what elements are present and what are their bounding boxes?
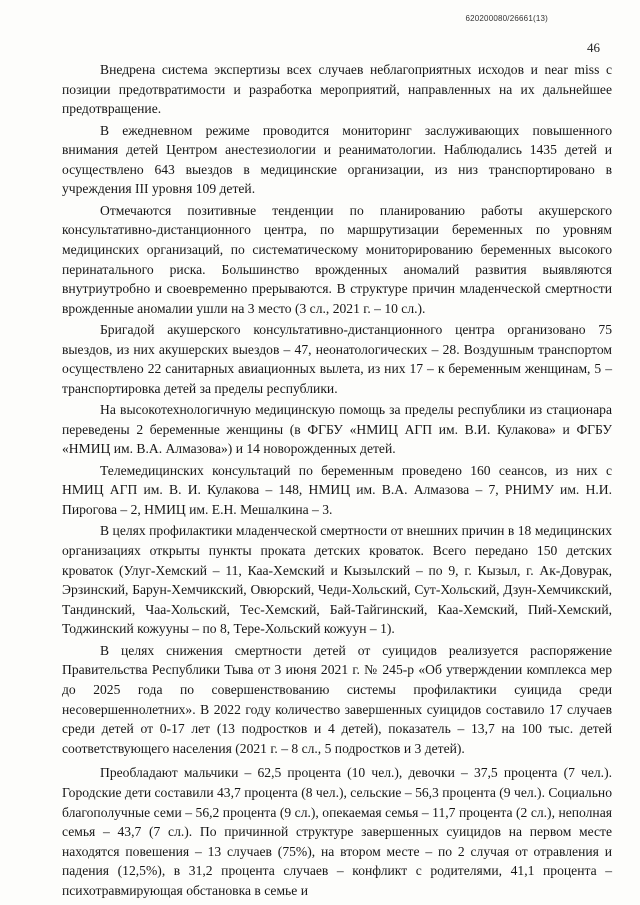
paragraph-positive-trends: Отмечаются позитивные тенденции по планированию работы акушерского консультативно-дистанционного центра, по маршрутизации беременных по уровням медицинских организаций, по систематическому мониторированию беременных высокого перинатального риска. Большинство врожденных аномалий развития выявляются внутриутробно и своевременно прерываются. В структуре причин младенческой смертности врожденные аномалии ушли на 3 место (3 сл., 2021 г. – 10 сл.).	[62, 202, 612, 316]
paragraph-suicide-structure: Преобладают мальчики – 62,5 процента (10 чел.), девочки – 37,5 процента (7 чел.). Городские дети составили 43,7 процента (8 чел.), сельские – 56,3 процента (9 чел.). Социально благополучные семи – 56,2 процента (9 сл.), опекаемая семья – 11,7 процента (2 сл.), неполная семья – 43,7 (7 сл.). По причинной структуре завершенных суицидов на первом месте находятся повешения – 13 случаев (75%), на втором месте – по 2 случая от отравления и падения (12,5%), в 31,2 процента случаев – конфликт с родителями, 41,1 процента – психотравмирующая обстановка в семье и	[62, 765, 612, 898]
paragraph-high-tech-care: На высокотехнологичную медицинскую помощь за пределы республики из стационара переведены 2 беременные женщины (в ФГБУ «НМИЦ АГП им. В.И. Кулакова» и ФГБУ «НМИЦ им. В.А. Алмазова») и 14 новорожденных детей.	[62, 402, 612, 457]
paragraph-crib-rental: В целях профилактики младенческой смертности от внешних причин в 18 медицинских организациях открыты пункты проката детских кроваток. Всего передано 150 детских кроваток (Улуг-Хемский – 11, Каа-Хемский и Кызылский – по 9, г. Кызыл, г. Ак-Довурак, Эрзинский, Барун-Хемчикский, Овюрский, Чеди-Хольский, Сут-Хольский, Дзун-Хемчикский, Тандинский, Чаа-Хольский, Тес-Хемский, Бай-Тайгинский, Каа-Хемский, Пий-Хемский, Тоджинский кожууны – по 8, Тере-Хольский кожуун – 1).	[62, 523, 612, 637]
page-number: 46	[587, 40, 600, 55]
paragraph-telemedicine: Телемедицинских консультаций по беременным проведено 160 сеансов, из них с НМИЦ АГП им. В. И. Кулакова – 148, НМИЦ им. В.А. Алмазова – 7, РНИМУ им. Н.И. Пирогова – 2, НМИЦ им. Е.Н. Мешалкина – 3.	[62, 462, 612, 518]
paragraph-expertise-system: Внедрена система экспертизы всех случаев неблагоприятных исходов и near miss с позиции предотвратимости и разработка мероприятий, направленных на их дальнейшее предотвращение.	[62, 62, 612, 117]
paragraph-suicide-prevention: В целях снижения смертности детей от суицидов реализуется распоряжение Правительства Республики Тыва от 3 июня 2021 г. № 245-р «Об утверждении комплекса мер до 2025 года по совершенствованию системы профилактики суицида среди несовершеннолетних». В 2022 году количество завершенных суицидов составило 17 случаев среди детей от 0-17 лет (13 подростков и 4 детей), показатель – 13,7 на 100 тыс. детей соответствующего населения (2021 г. – 8 сл., 5 подростков и 3 детей).	[62, 642, 612, 756]
document-id: 620200080/26661(13)	[465, 14, 548, 23]
document-body	[62, 60, 612, 902]
paragraph-daily-monitoring: В ежедневном режиме проводится мониторинг заслуживающих повышенного внимания детей Центром анестезиологии и реаниматологии. Наблюдались 1435 детей и осуществлено 643 выездов в медицинские организации, из низ транспортировано в учреждения III уровня 109 детей.	[62, 122, 612, 197]
paragraph-consult-center-trips: Бригадой акушерского консультативно-дистанционного центра организовано 75 выездов, из них акушерских выездов – 47, неонатологических – 28. Воздушным транспортом осуществлено 22 санитарных авиационных вылета, из них 17 – к беременным женщинам, 5 – транспортировка детей за пределы республики.	[62, 322, 612, 396]
